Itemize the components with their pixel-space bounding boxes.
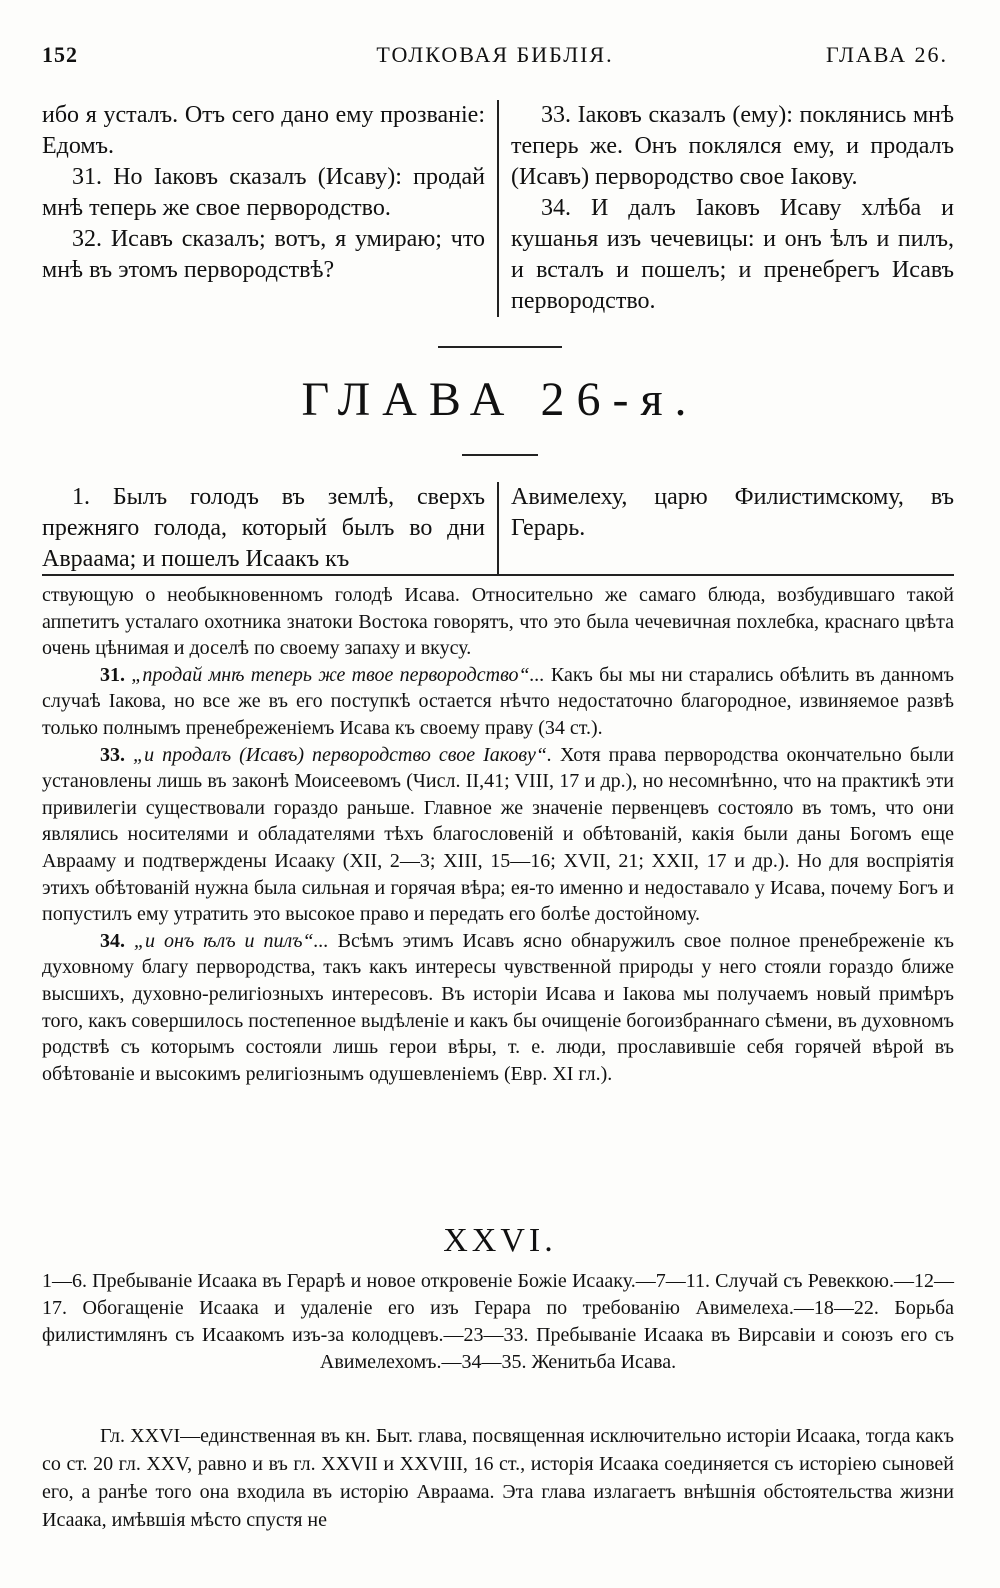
verses-ch26-left-column [42,482,497,575]
commentary-paragraph [42,662,954,742]
verses-top-columns [42,100,954,317]
footnote-divider [42,574,954,576]
verse-quote: „и онъ ѣлъ и пилъ“... [133,929,329,952]
chapter-label: ГЛАВА 26. [825,42,948,67]
verse-26-1-continued: Авимелеху, царю Филистимскому, въ Герарь. [511,484,954,541]
verse-ref: 31. [100,663,125,686]
verses-top-right-column [497,100,954,317]
verse-32: 32. Исавъ сказалъ; вотъ, я умираю; что мнѣ въ этомъ первородствѣ? [42,226,485,283]
verse-34: 34. И далъ Іаковъ Исаву хлѣба и кушанья изъ чечевицы: и онъ ѣлъ и пилъ, и всталъ и пошелъ; и пренебрегъ Исавъ первородство. [511,195,954,314]
book-title: ТОЛКОВАЯ БИБЛІЯ. [376,42,614,67]
verse-31: 31. Но Іаковъ сказалъ (Исаву): продай мнѣ теперь же свое первородство. [42,164,485,221]
verses-ch26-columns [42,482,954,575]
divider-rule [438,346,562,348]
verse-ref: 33. [100,743,125,766]
commentary-paragraph [42,928,954,1088]
commentary-paragraph: ствующую о необыкновенномъ голодѣ Исава. Относительно же самаго блюда, возбудившаго такой аппетитъ усталаго охотника знатоки Востока говорятъ, что это была чечевичная похлебка, краснаго цвѣта очень цѣнимая и доселѣ по своему запаху и вкусу. [42,584,954,660]
verse-quote: „и продалъ (Исавъ) первородство свое Іакову“. [133,743,553,766]
divider-rule [462,454,538,456]
chapter-intro [42,1422,954,1534]
section-heading-roman: XXVI. [443,1222,557,1259]
verse-ref: 34. [100,929,125,952]
verse-26-1: 1. Былъ голодъ въ землѣ, сверхъ прежняго голода, который былъ во дни Авраама; и пошелъ Исаакъ къ [42,484,485,572]
chapter-summary [42,1268,954,1376]
verses-ch26-right-column [497,482,954,575]
chapter-title: ГЛАВА 26-я. [301,373,699,426]
verse-quote: „продай мнѣ теперь же твое первородство“... [131,663,545,686]
commentary-text: Всѣмъ этимъ Исавъ ясно обнаружилъ свое полное пренебреженіе къ духовному благу первородства, такъ какъ интересы чувственной природы у него стояли гораздо ближе высшихъ, духовно-религіозныхъ интересовъ. Въ исторіи Исава и Іакова мы получаемъ новый примѣръ того, какъ совершилось постепенное выдѣленіе и какъ бы очищеніе богоизбраннаго сѣмени, въ духовномъ родствѣ съ которымъ состояли лишь герои вѣры, т. е. люди, прославившіе себя горячей вѣрой въ обѣтованіе и высокимъ религіознымъ одушевленіемъ (Евр. XI гл.). [42,929,955,1085]
page-number: 152 [42,42,78,67]
running-head [42,42,948,72]
intro-text: Гл. XXVI—единственная въ кн. Быт. глава, посвященная исключительно исторіи Исаака, тогда какъ со ст. 20 гл. XXV, равно и въ гл. XXVII и XXVIII, 16 ст., исторія Исаака соединяется съ исторіею сыновей его, а ранѣе того она входила въ исторію Авраама. Эта глава излагаетъ внѣшнія обстоятельства жизни Исаака, имѣвшія мѣсто спустя не [42,1425,954,1531]
verse-30-end: ибо я усталъ. Отъ сего дано ему прозваніе: Едомъ. [42,102,485,159]
verse-33: 33. Іаковъ сказалъ (ему): поклянись мнѣ теперь же. Онъ поклялся ему, и продалъ (Исавъ) первородство свое Іакову. [511,102,954,190]
verses-top-left-column [42,100,497,317]
summary-text: 1—6. Пребываніе Исаака въ Герарѣ и новое откровеніе Божіе Исааку.—7—11. Случай съ Ревеккою.—12—17. Обогащеніе Исаака и удаленіе его изъ Герара по требованію Авимелеха.—18—22. Борьба филистимлянъ съ Исаакомъ изъ-за колодцевъ.—23—33. Пребываніе Исаака въ Вирсавіи и союзъ его съ Авимелехомъ.—34—35. Женитьба Исава. [42,1270,954,1373]
commentary-paragraph [42,742,954,928]
commentary [42,582,954,1087]
commentary-text: Какъ бы мы ни старались обѣлить въ данномъ случаѣ Іакова, но все же въ его поступкѣ остается нѣчто недостаточно благородное, извиняемое развѣ только полнымъ пренебреженіемъ Исава къ своему праву (34 ст.). [42,663,955,739]
commentary-text: Хотя права первородства окончательно были установлены лишь въ законѣ Моисеевомъ (Числ. II,41; VIII, 17 и др.), но несомнѣнно, что на практикѣ эти привилегіи существовали гораздо раньше. Главное же значеніе первенцевъ состояло въ томъ, что они являлись носителями и обладателями тѣхъ благословеній и обѣтованій, какія были даны Богомъ еще Аврааму и подтверждены Исааку (XII, 2—3; XIII, 15—16; XVII, 21; XXII, 17 и др.). Но для воспріятія этихъ обѣтованій нужна была сильная и горячая вѣра; ея-то именно и недоставало у Исава, почему Богъ и попустилъ ему утратить это высокое право и передать его болѣе достойному. [42,743,955,926]
